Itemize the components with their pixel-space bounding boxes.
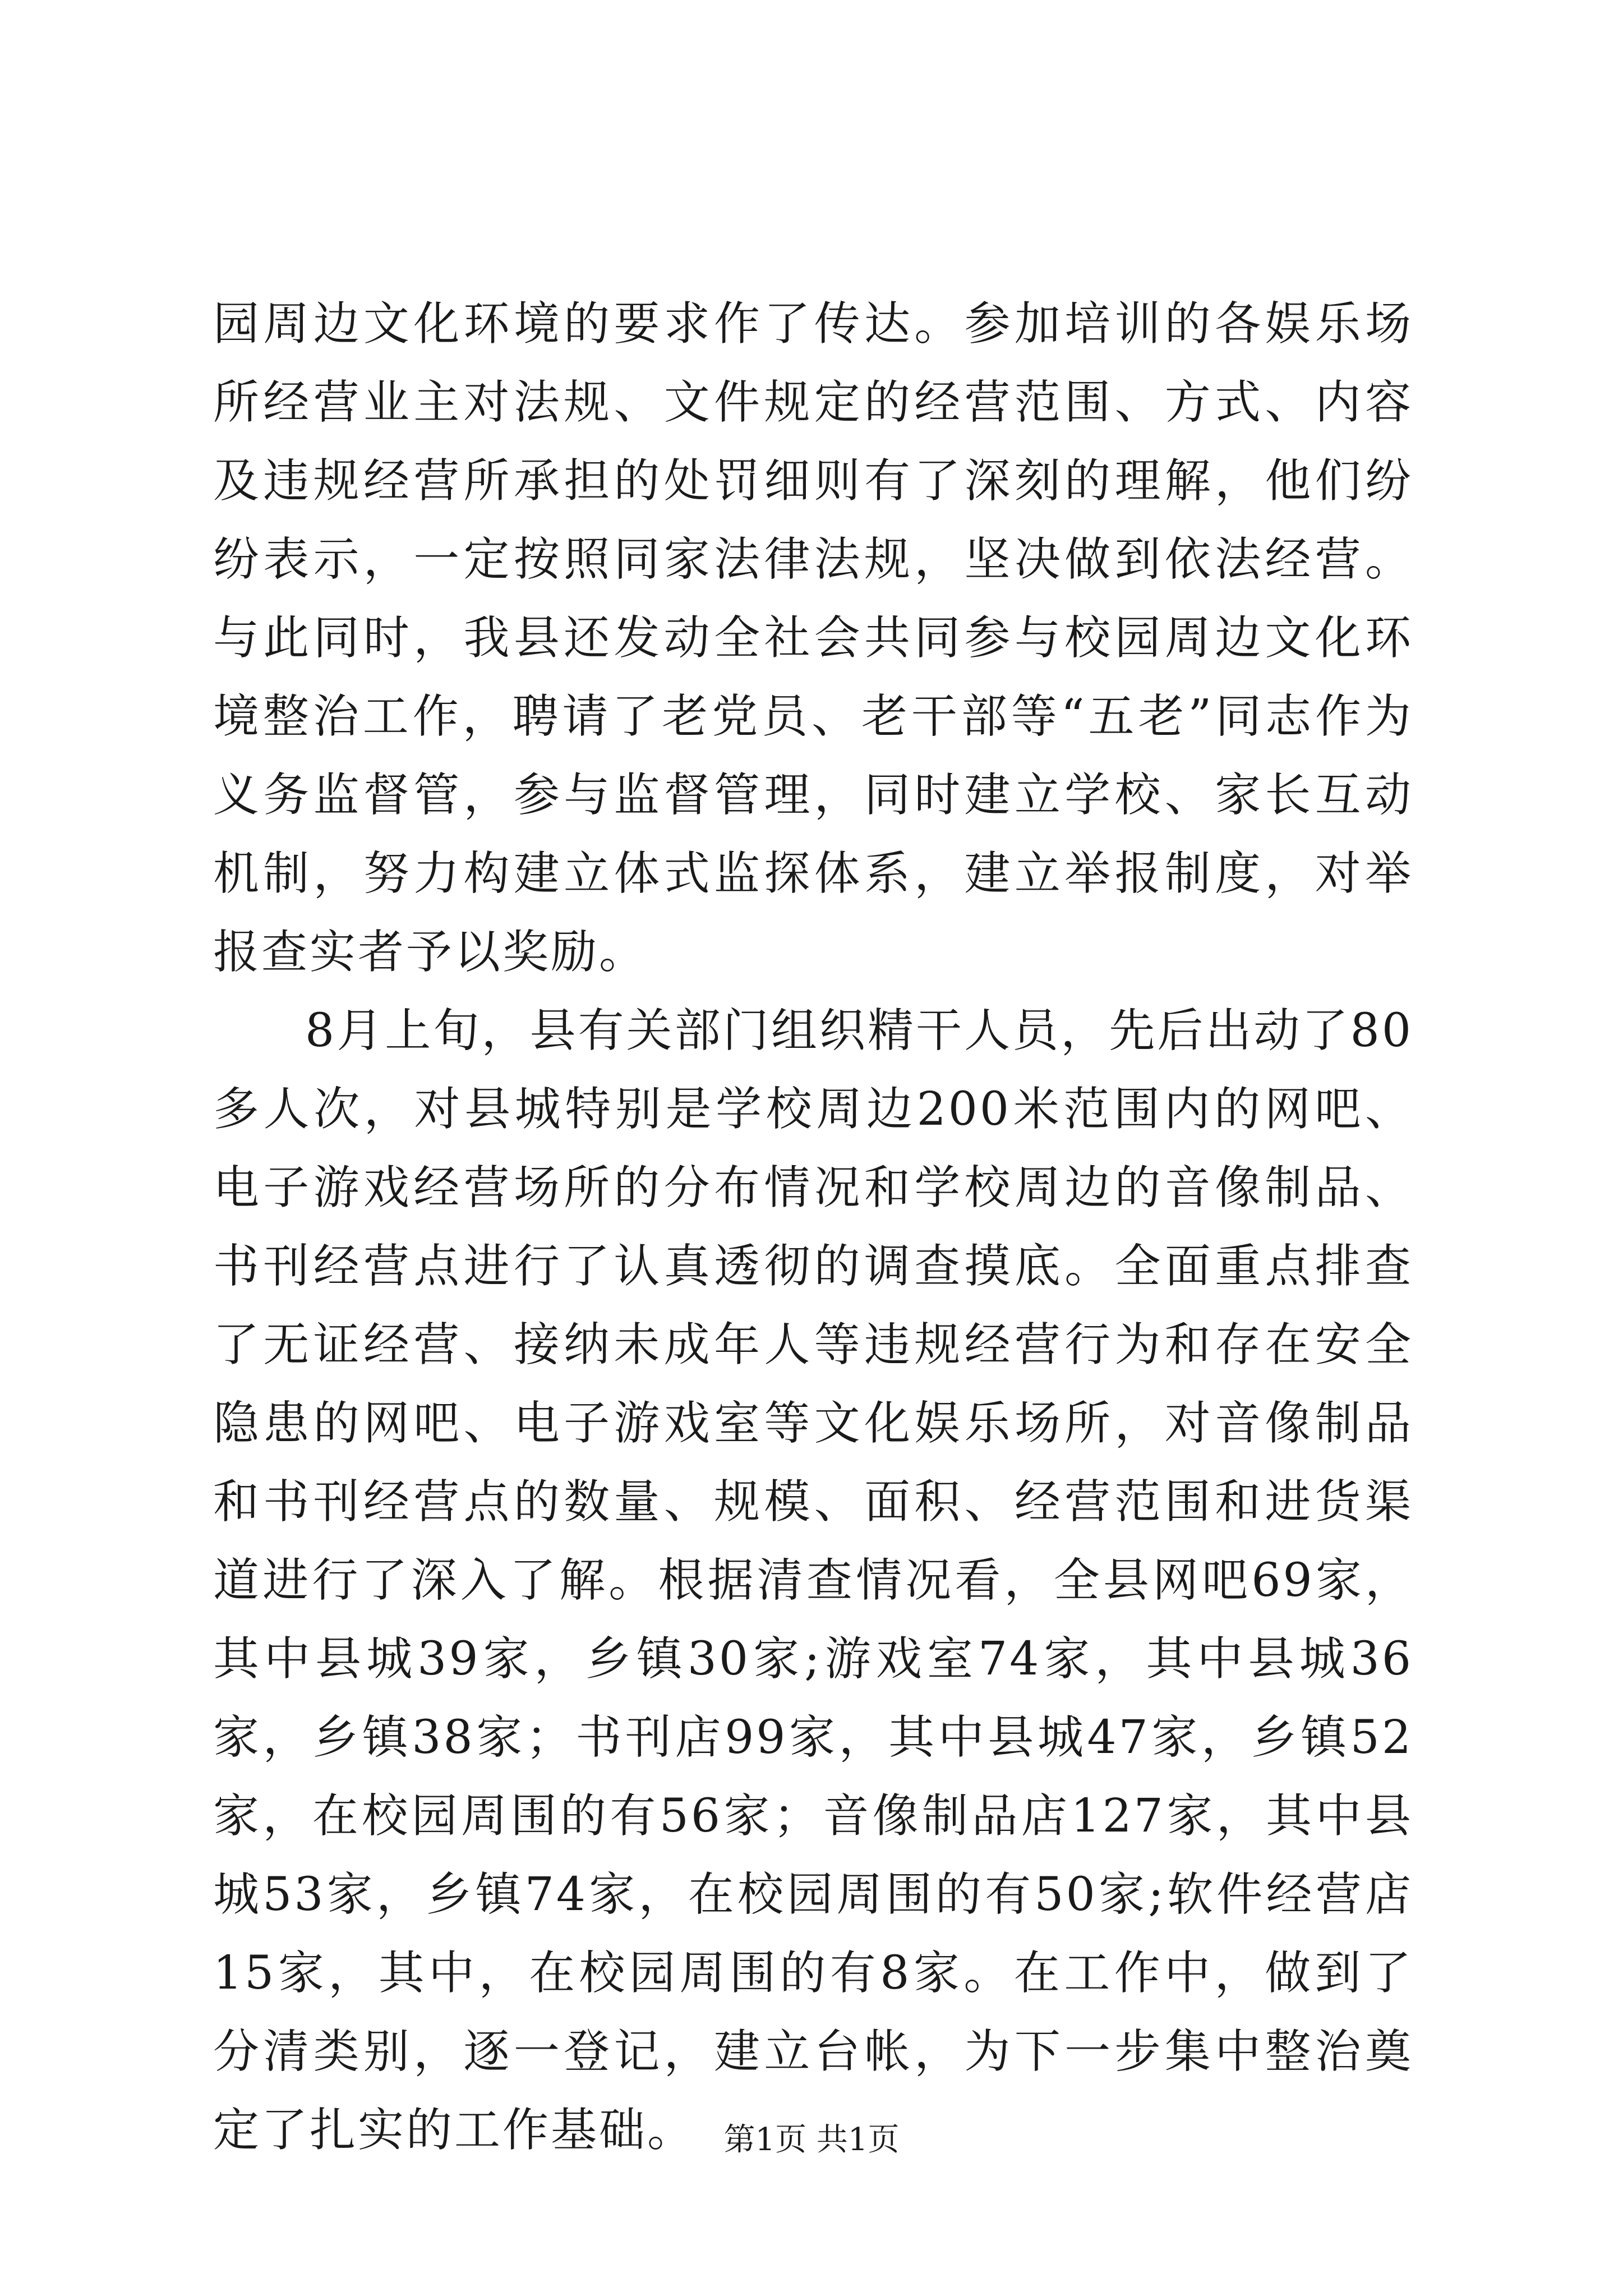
page-footer: 第1页 共1页: [723, 2122, 900, 2158]
paragraph-continued: 园周边文化环境的要求作了传达。参加培训的各娱乐场所经营业主对法规、文件规定的经营范围、方式、内容及违规经营所承担的处罚细则有了深刻的理解，他们纷纷表示，一定按照同家法律法规，坚决做到依法经营。与此同时，我县还发动全社会共同参与校园周边文化环境整治工作，聘请了老党员、老干部等“五老”同志作为义务监督管，参与监督管理，同时建立学校、家长互动机制，努力构建立体式监探体系，建立举报制度，对举报查实者予以奖励。: [213, 297, 1413, 979]
document-body: [213, 285, 1413, 2170]
paragraph-investigation: 8月上旬，县有关部门组织精干人员，先后出动了80多人次，对县城特别是学校周边200米范围内的网吧、电子游戏经营场所的分布情况和学校周边的音像制品、书刊经营点进行了认真透彻的调查摸底。全面重点排查了无证经营、接纳未成年人等违规经营行为和存在安全隐患的网吧、电子游戏室等文化娱乐场所，对音像制品和书刊经营点的数量、规模、面积、经营范围和进货渠道进行了深入了解。根据清查情况看，全县网吧69家，其中县城39家，乡镇30家;游戏室74家，其中县城36家，乡镇38家；书刊店99家，其中县城47家，乡镇52家，在校园周围的有56家；音像制品店127家，其中县城53家，乡镇74家，在校园周围的有50家;软件经营店15家，其中，在校园周围的有8家。在工作中，做到了分清类别，逐一登记，建立台帐，为下一步集中整治奠定了扎实的工作基础。: [213, 1004, 1413, 2157]
